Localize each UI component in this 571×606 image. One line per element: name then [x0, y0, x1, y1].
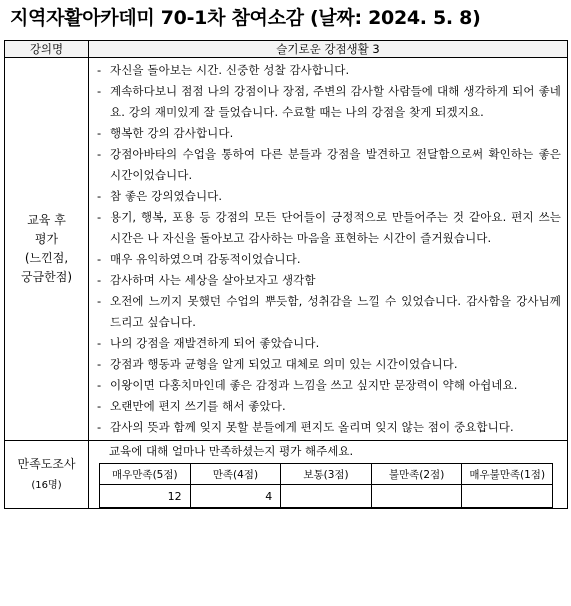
survey-header: 보통(3점) [281, 464, 372, 485]
comment-item: - 행복한 강의 감사합니다. [89, 123, 561, 144]
comment-item: - 매우 유익하였으며 감동적이었습니다. [89, 249, 561, 270]
evaluation-label-line: 교육 후 [27, 213, 66, 227]
survey-value: 12 [100, 485, 191, 508]
comment-item: - 오전에 느끼지 못했던 수업의 뿌듯함, 성취감을 느낄 수 있었습니다. 감사함을 강사님께 드리고 싶습니다. [89, 291, 561, 333]
comment-item: - 자신을 돌아보는 시간. 신중한 성찰 감사합니다. [89, 60, 561, 81]
comment-list [89, 60, 561, 438]
survey-header: 불만족(2점) [371, 464, 462, 485]
survey-header: 매우불만족(1점) [462, 464, 553, 485]
satisfaction-question: 교육에 대해 얼마나 만족하셨는지 평가 해주세요. [109, 444, 354, 458]
feedback-table [4, 40, 568, 509]
satisfaction-survey-table [99, 463, 553, 508]
comment-item: - 감사하며 사는 세상을 살아보자고 생각함 [89, 270, 561, 291]
evaluation-label [5, 58, 89, 441]
comment-item: - 계속하다보니 점점 나의 강점이나 장점, 주변의 감사할 사람들에 대해 생각하게 되어 좋네요. 강의 재미있게 잘 들었습니다. 수료할 때는 나의 강점을 찾게 되겠지요. [89, 81, 561, 123]
comments-cell [89, 58, 568, 441]
comment-item: - 용기, 행복, 포용 등 강점의 모든 단어들이 긍정적으로 만들어주는 것 같아요. 편지 쓰는 시간은 나 자신을 돌아보고 감사하는 마음을 표현하는 시간이 즐거웠습니다. [89, 207, 561, 249]
respondent-count: (16명) [31, 479, 62, 491]
comment-item: - 오랜만에 편지 쓰기를 해서 좋았다. [89, 396, 561, 417]
survey-value [281, 485, 372, 508]
lecture-header-label: 강의명 [5, 41, 89, 58]
evaluation-label-line: (느낀점, [24, 251, 69, 265]
comment-item: - 이왕이면 다홍치마인데 좋은 감정과 느낌을 쓰고 싶지만 문장력이 약해 아쉽네요. [89, 375, 561, 396]
evaluation-label-line: 평가 [34, 232, 59, 246]
comment-item: - 강점아바타의 수업을 통하여 다른 분들과 강점을 발견하고 전달함으로써 확인하는 좋은 시간이었습니다. [89, 144, 561, 186]
comment-item: - 감사의 뜻과 함께 잊지 못할 분들에게 편지도 올리며 잊지 않는 점이 중요합니다. [89, 417, 561, 438]
evaluation-row [5, 58, 568, 441]
satisfaction-title: 만족도조사 [17, 456, 76, 471]
survey-value-row [100, 485, 553, 508]
survey-value: 4 [190, 485, 281, 508]
survey-value [371, 485, 462, 508]
comment-item: - 나의 강점을 재발견하게 되어 좋았습니다. [89, 333, 561, 354]
survey-header: 만족(4점) [190, 464, 281, 485]
satisfaction-label [5, 441, 89, 509]
satisfaction-content [89, 441, 568, 509]
evaluation-label-line: 궁금한점) [20, 270, 73, 284]
survey-header: 매우만족(5점) [100, 464, 191, 485]
survey-header-row [100, 464, 553, 485]
page-title: 지역자활아카데미 70-1차 참여소감 (날짜: 2024. 5. 8) [10, 7, 481, 29]
lecture-name: 슬기로운 강점생활 3 [89, 41, 568, 58]
survey-value [462, 485, 553, 508]
comment-item: - 참 좋은 강의였습니다. [89, 186, 561, 207]
lecture-header-row [5, 41, 568, 58]
comment-item: - 강점과 행동과 균형을 알게 되었고 대체로 의미 있는 시간이었습니다. [89, 354, 561, 375]
satisfaction-row [5, 441, 568, 509]
